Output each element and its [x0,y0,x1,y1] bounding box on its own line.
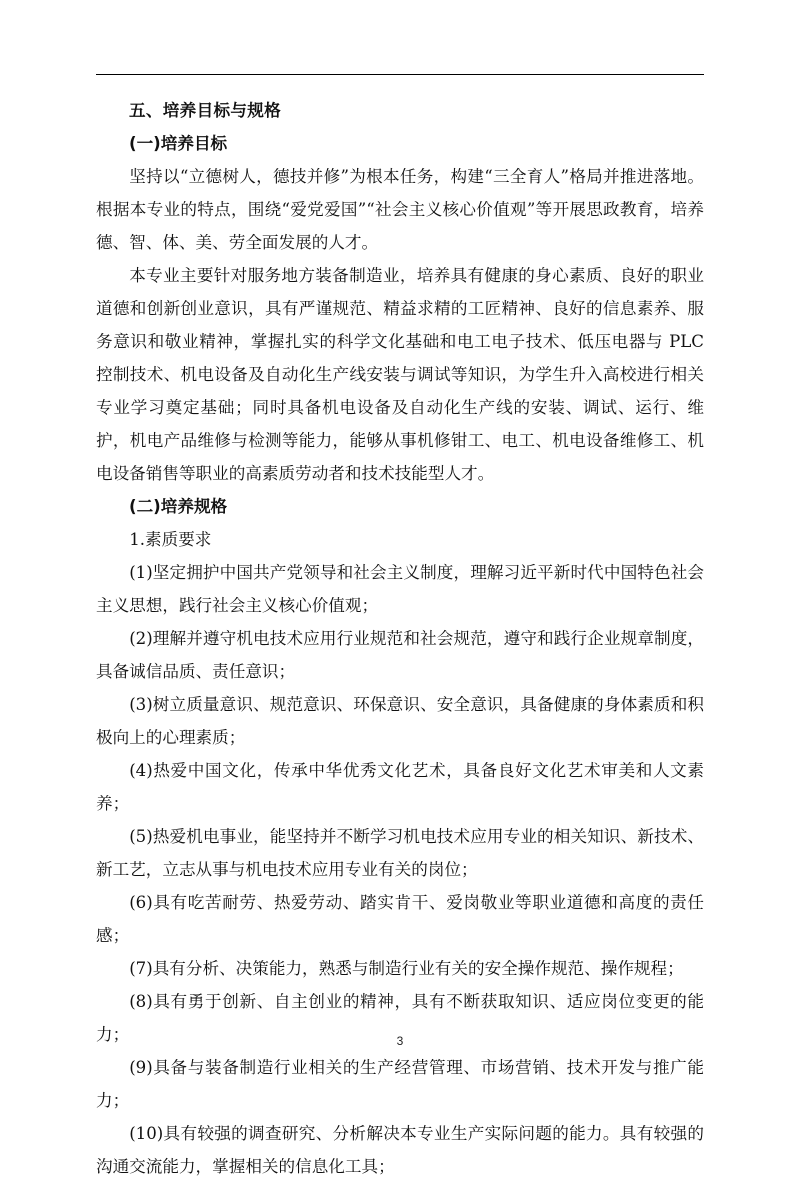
page-number: 3 [396,1034,404,1048]
goals-paragraph: 坚持以“立德树人，德技并修”为根本任务，构建“三全育人”格局并推进落地。根据本专业的特点，围绕“爱党爱国”“社会主义核心价值观”等开展思政教育，培养德、智、体、美、劳全面发展的人才。 [96,167,704,252]
quality-item: (4)热爱中国文化，传承中华优秀文化艺术，具备良好文化艺术审美和人文素养； [96,761,704,813]
specs-heading: (二)培养规格 [129,497,228,516]
goals-paragraph: 本专业主要针对服务地方装备制造业，培养具有健康的身心素质、良好的职业道德和创新创业意识，具有严谨规范、精益求精的工匠精神、良好的信息素养、服务意识和敬业精神，掌握扎实的科学文化基础和电工电子技术、低压电器与 PLC 控制技术、机电设备及自动化生产线安装与调试等知识，为学生升入高校进行相关专业学习奠定基础；同时具备机电设备及自动化生产线的安装、调试、运行、维护，机电产品维修与检测等能力，能够从事机修钳工、电工、机电设备维修工、机电设备销售等职业的高素质劳动者和技术技能型人才。 [96,266,704,483]
quality-item: (1)坚定拥护中国共产党领导和社会主义制度，理解习近平新时代中国特色社会主义思想，践行社会主义核心价值观； [96,563,704,615]
section-heading: 五、培养目标与规格 [129,101,282,120]
specs-subheading: 1.素质要求 [129,530,212,549]
quality-item: (5)热爱机电事业，能坚持并不断学习机电技术应用专业的相关知识、新技术、新工艺，立志从事与机电技术应用专业有关的岗位； [96,827,704,879]
quality-item: (6)具有吃苦耐劳、热爱劳动、踏实肯干、爱岗敬业等职业道德和高度的责任感； [96,893,704,945]
header-rule [96,74,704,75]
quality-item: (9)具备与装备制造行业相关的生产经营管理、市场营销、技术开发与推广能力； [96,1058,704,1110]
quality-item: (2)理解并遵守机电技术应用行业规范和社会规范，遵守和践行企业规章制度，具备诚信品质、责任意识； [96,629,704,681]
goals-heading: (一)培养目标 [129,134,228,153]
quality-item: (3)树立质量意识、规范意识、环保意识、安全意识，具备健康的身体素质和积极向上的心理素质； [96,695,704,747]
document-body [96,94,704,1183]
quality-item: (8)具有勇于创新、自主创业的精神，具有不断获取知识、适应岗位变更的能力； [96,992,704,1044]
quality-item: (7)具有分析、决策能力，熟悉与制造行业有关的安全操作规范、操作规程； [129,959,684,978]
quality-item: (10)具有较强的调查研究、分析解决本专业生产实际问题的能力。具有较强的沟通交流能力，掌握相关的信息化工具； [96,1124,704,1176]
